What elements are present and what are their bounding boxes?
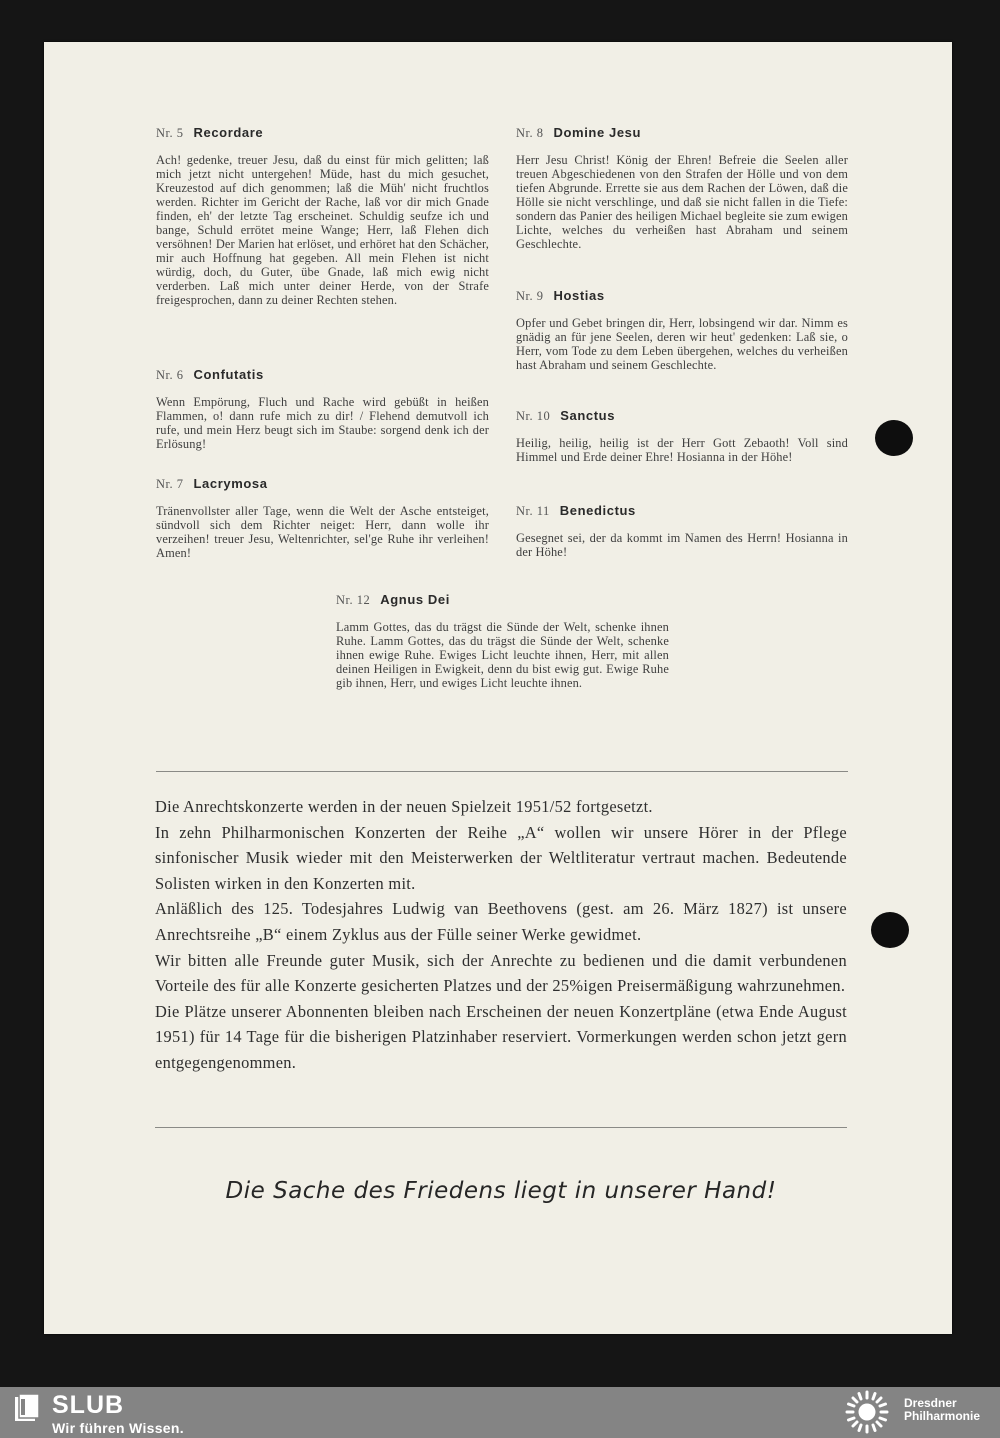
notice-paragraph: Die Anrechtskonzerte werden in der neuen Spielzeit 1951/52 fortgesetzt. (155, 797, 653, 816)
section-title: Confutatis (193, 367, 264, 382)
section-text: Gesegnet sei, der da kommt im Namen des Herrn! Hosianna in der Höhe! (516, 531, 848, 559)
section-title: Benedictus (559, 503, 636, 518)
slogan: Die Sache des Friedens liegt in unserer Hand! (225, 1178, 777, 1204)
section-text: Opfer und Gebet bringen dir, Herr, lobsingend wir dar. Nimm es gnädig an für jene Seelen, deren wir heut' gedenken: Laß sie, o Herr, vom Tode zu dem Leben übergehen, welches du verheißen hast Abraham und seinem Geschlechte. (516, 316, 848, 372)
section-benedictus (516, 503, 848, 559)
punch-hole (875, 420, 913, 456)
subscription-notice (155, 794, 847, 1076)
section-number: Nr. 8 (516, 126, 544, 140)
section-title: Domine Jesu (553, 125, 642, 140)
notice-paragraph: Anläßlich des 125. Todesjahres Ludwig van Beethovens (gest. am 26. März 1827) ist unsere Anrechtsreihe „B“ einem Zyklus aus der Fülle seiner Werke gewidmet. (155, 899, 847, 944)
section-domine-jesu (516, 125, 848, 251)
partner-name-line2: Philharmonie (904, 1409, 981, 1423)
partner-name-line1: Dresdner (904, 1396, 957, 1410)
notice-paragraph: Wir bitten alle Freunde guter Musik, sich der Anrechte zu bedienen und die damit verbundenen Vorteile des für alle Konzerte gesicherten Platzes und der 25%igen Preisermäßigung wahrzunehmen. (155, 950, 847, 996)
section-number: Nr. 9 (516, 289, 544, 303)
section-number: Nr. 7 (156, 477, 184, 491)
section-confutatis (156, 367, 489, 451)
section-text: Herr Jesu Christ! König der Ehren! Befreie die Seelen aller treuen Abgeschiedenen von den Strafen der Hölle und von dem tiefen Abgrunde. Errette sie aus dem Rachen der Löwen, daß die Hölle sie nicht verschlinge, und daß sie nicht fallen in die Tiefe: sondern das Panier des heiligen Michael begleite sie zum ewigen Lichte, welches du verheißen hast Abraham und seinem Geschlechte. (516, 153, 848, 251)
partner-name (904, 1397, 980, 1423)
philharmonie-logo-icon (842, 1389, 892, 1435)
section-hostias (516, 288, 848, 372)
footer-bar (0, 1387, 1000, 1438)
section-number: Nr. 10 (516, 409, 551, 423)
section-title: Agnus Dei (380, 592, 450, 607)
divider (155, 1127, 847, 1128)
section-title: Recordare (193, 125, 264, 140)
section-lacrymosa (156, 476, 489, 560)
punch-hole (871, 912, 909, 948)
section-title: Hostias (553, 288, 605, 303)
org-tagline: Wir führen Wissen. (52, 1420, 184, 1436)
section-sanctus (516, 408, 848, 464)
org-name: SLUB (52, 1391, 125, 1419)
notice-paragraph: Die Plätze unserer Abonnenten bleiben nach Erscheinen der neuen Konzertpläne (etwa Ende August 1951) für 14 Tage für die bisherigen Platzinhaber reserviert. Vormerkungen werden schon jetzt gern entgegengenommen. (155, 1001, 847, 1072)
section-text: Heilig, heilig, heilig ist der Herr Gott Zebaoth! Voll sind Himmel und Erde deiner Ehre! Hosianna in der Höhe! (516, 436, 848, 464)
section-text: Wenn Empörung, Fluch und Rache wird gebüßt in heißen Flammen, o! dann rufe mich zu dir! / Flehend demutvoll ich rufe, und mein Herz beugt sich im Staube: sorgend denk ich der Erlösung! (156, 395, 489, 451)
section-number: Nr. 5 (156, 126, 184, 140)
section-title: Lacrymosa (193, 476, 268, 491)
section-agnus-dei (336, 592, 669, 690)
divider (156, 771, 848, 772)
section-number: Nr. 6 (156, 368, 184, 382)
section-text: Lamm Gottes, das du trägst die Sünde der Welt, schenke ihnen Ruhe. Lamm Gottes, das du trägst die Sünde der Welt, schenke ihnen ewige Ruhe. Ewiges Licht leuchte ihnen, Herr, mit allen deinen Heiligen in Ewigkeit, denn du bist ewig gut. Ewige Ruhe gib ihnen, Herr, und ewiges Licht leuchte ihnen. (336, 620, 669, 690)
slub-logo-icon (12, 1393, 40, 1423)
section-number: Nr. 12 (336, 593, 371, 607)
section-title: Sanctus (560, 408, 616, 423)
section-text: Tränenvollster aller Tage, wenn die Welt der Asche entsteiget, sündvoll sich dem Richter neiget: Herr, dann wolle ihr verzeihen! treuer Jesu, Weltenrichter, sel'ge Ruhe ihr verleihen! Amen! (156, 504, 489, 560)
section-number: Nr. 11 (516, 504, 550, 518)
notice-paragraph: In zehn Philharmonischen Konzerten der Reihe „A“ wollen wir unsere Hörer in der Pflege sinfonischer Musik wieder mit den Meisterwerken der Weltliteratur vertraut machen. Bedeutende Solisten wirken in den Konzerten mit. (155, 822, 847, 893)
section-text: Ach! gedenke, treuer Jesu, daß du einst für mich gelitten; laß mich jetzt nicht untergehen! Müde, hast du mich gesuchet, Kreuzestod auf dich genommen; laß die Müh' nicht fruchtlos werden. Richter im Gericht der Rache, laß vor dir mich Gnade finden, eh' der letzte Tag erscheinet. Schuldig seufze ich und bange, Schuld errötet meine Wange; Herr, laß Flehen dich versöhnen! Der Marien hat erlöset, und erhöret hat den Schächer, mir auch Hoffnung hat gegeben. All mein Flehen ist nicht würdig, doch, du Guter, übe Gnade, laß mich ewig nicht verderben. Laß mich unter deiner Herde, von der Strafe freigesprochen, dann zu deiner Rechten stehen. (156, 153, 489, 307)
section-recordare (156, 125, 489, 307)
